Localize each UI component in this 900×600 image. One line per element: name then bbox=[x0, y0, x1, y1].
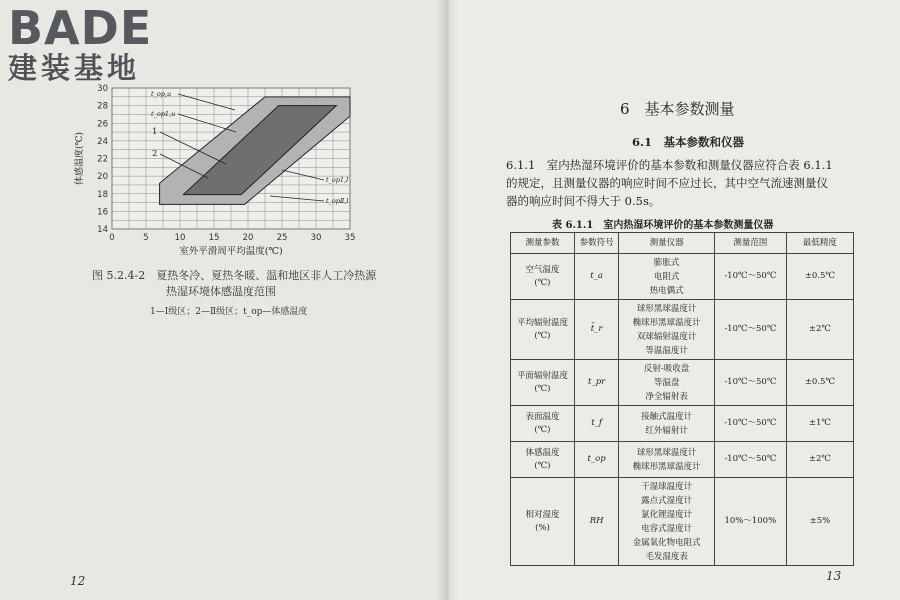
figure-caption-line-2: 热湿环境体感温度范围 bbox=[166, 285, 276, 298]
device-cell bbox=[619, 406, 715, 442]
table-row bbox=[511, 478, 854, 566]
symbol-cell: t̄_r bbox=[574, 300, 618, 360]
clause-6-1-1: 6.1.1 室内热湿环境评价的基本参数和测量仪器应符合表 6.1.1 的规定，且测量仪器的响应时间不应过长，其中空气流速测量仪器的响应时间不得大于 0.5s。 bbox=[506, 158, 833, 208]
accuracy-cell: ±2℃ bbox=[786, 442, 853, 478]
header-cell: 参数符号 bbox=[574, 233, 618, 254]
x-tick-label: 5 bbox=[143, 233, 149, 243]
accuracy-cell: ±0.5℃ bbox=[786, 360, 853, 406]
device-text: 等温温度计 bbox=[645, 345, 688, 356]
table-row bbox=[511, 254, 854, 300]
y-tick-label: 26 bbox=[97, 119, 108, 130]
y-tick-label: 30 bbox=[97, 84, 108, 94]
symbol-cell: RH bbox=[574, 478, 618, 566]
range-cell: -10℃～50℃ bbox=[714, 442, 786, 478]
chart-annotation: 2 bbox=[152, 149, 158, 159]
device-cell bbox=[619, 300, 715, 360]
figure-caption bbox=[92, 268, 392, 300]
y-tick-label: 22 bbox=[97, 154, 108, 165]
x-tick-label: 10 bbox=[174, 233, 186, 243]
device-text: 双球辐射温度计 bbox=[636, 331, 697, 342]
y-tick-label: 28 bbox=[97, 101, 108, 112]
header-cell: 测量仪器 bbox=[619, 233, 715, 254]
param-cell bbox=[511, 478, 575, 566]
header-cell: 最低精度 bbox=[786, 233, 853, 254]
device-cell bbox=[619, 478, 715, 566]
y-tick-label: 24 bbox=[97, 136, 108, 147]
x-tick-label: 0 bbox=[109, 233, 115, 243]
chart-annotation: t_op,u bbox=[151, 90, 172, 98]
y-tick-label: 18 bbox=[97, 189, 108, 200]
y-axis-title: 体感温度(℃) bbox=[75, 131, 85, 186]
x-tick-label: 20 bbox=[242, 233, 254, 243]
param-text: 空气温度 bbox=[525, 264, 560, 275]
range-cell: -10℃～50℃ bbox=[714, 300, 786, 360]
range-cell: -10℃～50℃ bbox=[714, 254, 786, 300]
device-text: 毛发湿度表 bbox=[645, 551, 688, 562]
device-text: 红外辐射计 bbox=[645, 425, 688, 436]
figure-caption-line-1: 图 5.2.4-2 夏热冬冷、夏热冬暖、温和地区非人工冷热源 bbox=[92, 269, 377, 282]
device-text: 露点式湿度计 bbox=[641, 495, 693, 506]
x-axis-title: 室外平滑周平均温度(℃) bbox=[179, 246, 283, 257]
header-cell: 测量范围 bbox=[714, 233, 786, 254]
header-cell: 测量参数 bbox=[511, 233, 575, 254]
device-text: 球形黑球温度计 bbox=[636, 447, 697, 458]
x-tick-label: 35 bbox=[344, 233, 356, 243]
device-text: 电容式湿度计 bbox=[641, 523, 693, 534]
page-number-left: 12 bbox=[70, 574, 86, 588]
device-text: 净全辐射表 bbox=[645, 391, 688, 402]
device-cell bbox=[619, 360, 715, 406]
left-page bbox=[0, 0, 447, 600]
range-cell: 10%～100% bbox=[714, 478, 786, 566]
param-text: (℃) bbox=[534, 383, 551, 394]
range-cell: -10℃～50℃ bbox=[714, 360, 786, 406]
device-text: 等温盘 bbox=[653, 377, 680, 388]
param-text: 表面温度 bbox=[525, 411, 560, 422]
table-row bbox=[511, 300, 854, 360]
device-text: 反射-吸收盘 bbox=[643, 363, 690, 374]
table-header-row bbox=[511, 233, 854, 254]
table-row bbox=[511, 442, 854, 478]
chart-annotation: t_op1,l bbox=[326, 176, 349, 184]
symbol-cell: t_a bbox=[574, 254, 618, 300]
chart-annotation: t_op1,u bbox=[151, 110, 176, 118]
accuracy-cell: ±5% bbox=[786, 478, 853, 566]
param-text: 平均辐射温度 bbox=[516, 317, 568, 328]
param-text: (℃) bbox=[534, 424, 551, 435]
logo-wordmark: BADE bbox=[8, 1, 153, 55]
param-text: 体感温度 bbox=[525, 447, 560, 458]
chart-annotation: t_opⅡ,l bbox=[326, 197, 349, 205]
param-text: (℃) bbox=[534, 277, 551, 288]
param-text: (%) bbox=[535, 522, 550, 533]
table-row bbox=[511, 360, 854, 406]
chart-annotation: 1 bbox=[152, 127, 158, 137]
device-text: 接触式温度计 bbox=[641, 411, 693, 422]
y-tick-label: 16 bbox=[97, 207, 108, 218]
param-cell bbox=[511, 300, 575, 360]
table-row bbox=[511, 406, 854, 442]
device-text: 氯化锂湿度计 bbox=[641, 509, 693, 520]
device-cell bbox=[619, 442, 715, 478]
device-text: 金属氧化物电阻式 bbox=[632, 537, 701, 548]
param-text: (℃) bbox=[534, 460, 551, 471]
device-text: 膨胀式 bbox=[653, 257, 680, 268]
device-text: 热电偶式 bbox=[649, 285, 684, 296]
symbol-cell: t_f bbox=[574, 406, 618, 442]
y-tick-label: 20 bbox=[97, 172, 108, 183]
y-tick-label: 14 bbox=[97, 225, 108, 235]
comfort-range-chart bbox=[60, 72, 380, 258]
device-text: 干湿球温度计 bbox=[641, 481, 693, 492]
figure-note: 1—Ⅰ级区；2—Ⅱ级区；t_op—体感温度 bbox=[150, 307, 308, 317]
param-text: (℃) bbox=[534, 330, 551, 341]
param-cell bbox=[511, 360, 575, 406]
device-text: 椭球形黑球温度计 bbox=[632, 461, 701, 472]
param-text: 相对湿度 bbox=[525, 509, 560, 520]
x-tick-label: 25 bbox=[276, 233, 288, 243]
section-title: 6.1 基本参数和仪器 bbox=[632, 135, 745, 149]
book-gutter bbox=[436, 0, 458, 600]
device-cell bbox=[619, 254, 715, 300]
device-text: 球形黑球温度计 bbox=[636, 303, 697, 314]
chapter-title: 6 基本参数测量 bbox=[620, 100, 735, 118]
page-number-right: 13 bbox=[826, 569, 842, 583]
device-text: 椭球形黑球温度计 bbox=[632, 317, 701, 328]
x-tick-label: 15 bbox=[208, 233, 220, 243]
param-text: 平面辐射温度 bbox=[516, 370, 568, 381]
accuracy-cell: ±2℃ bbox=[786, 300, 853, 360]
param-cell bbox=[511, 406, 575, 442]
accuracy-cell: ±0.5℃ bbox=[786, 254, 853, 300]
table-title: 表 6.1.1 室内热湿环境评价的基本参数测量仪器 bbox=[552, 220, 774, 231]
accuracy-cell: ±1℃ bbox=[786, 406, 853, 442]
param-cell bbox=[511, 254, 575, 300]
symbol-cell: t_pr bbox=[574, 360, 618, 406]
device-text: 电阻式 bbox=[653, 271, 680, 282]
parameters-table bbox=[510, 232, 854, 566]
x-tick-label: 30 bbox=[310, 233, 322, 243]
range-cell: -10℃～50℃ bbox=[714, 406, 786, 442]
logo-chinese: 建装基地 bbox=[8, 51, 141, 85]
param-cell bbox=[511, 442, 575, 478]
symbol-cell: t_op bbox=[574, 442, 618, 478]
